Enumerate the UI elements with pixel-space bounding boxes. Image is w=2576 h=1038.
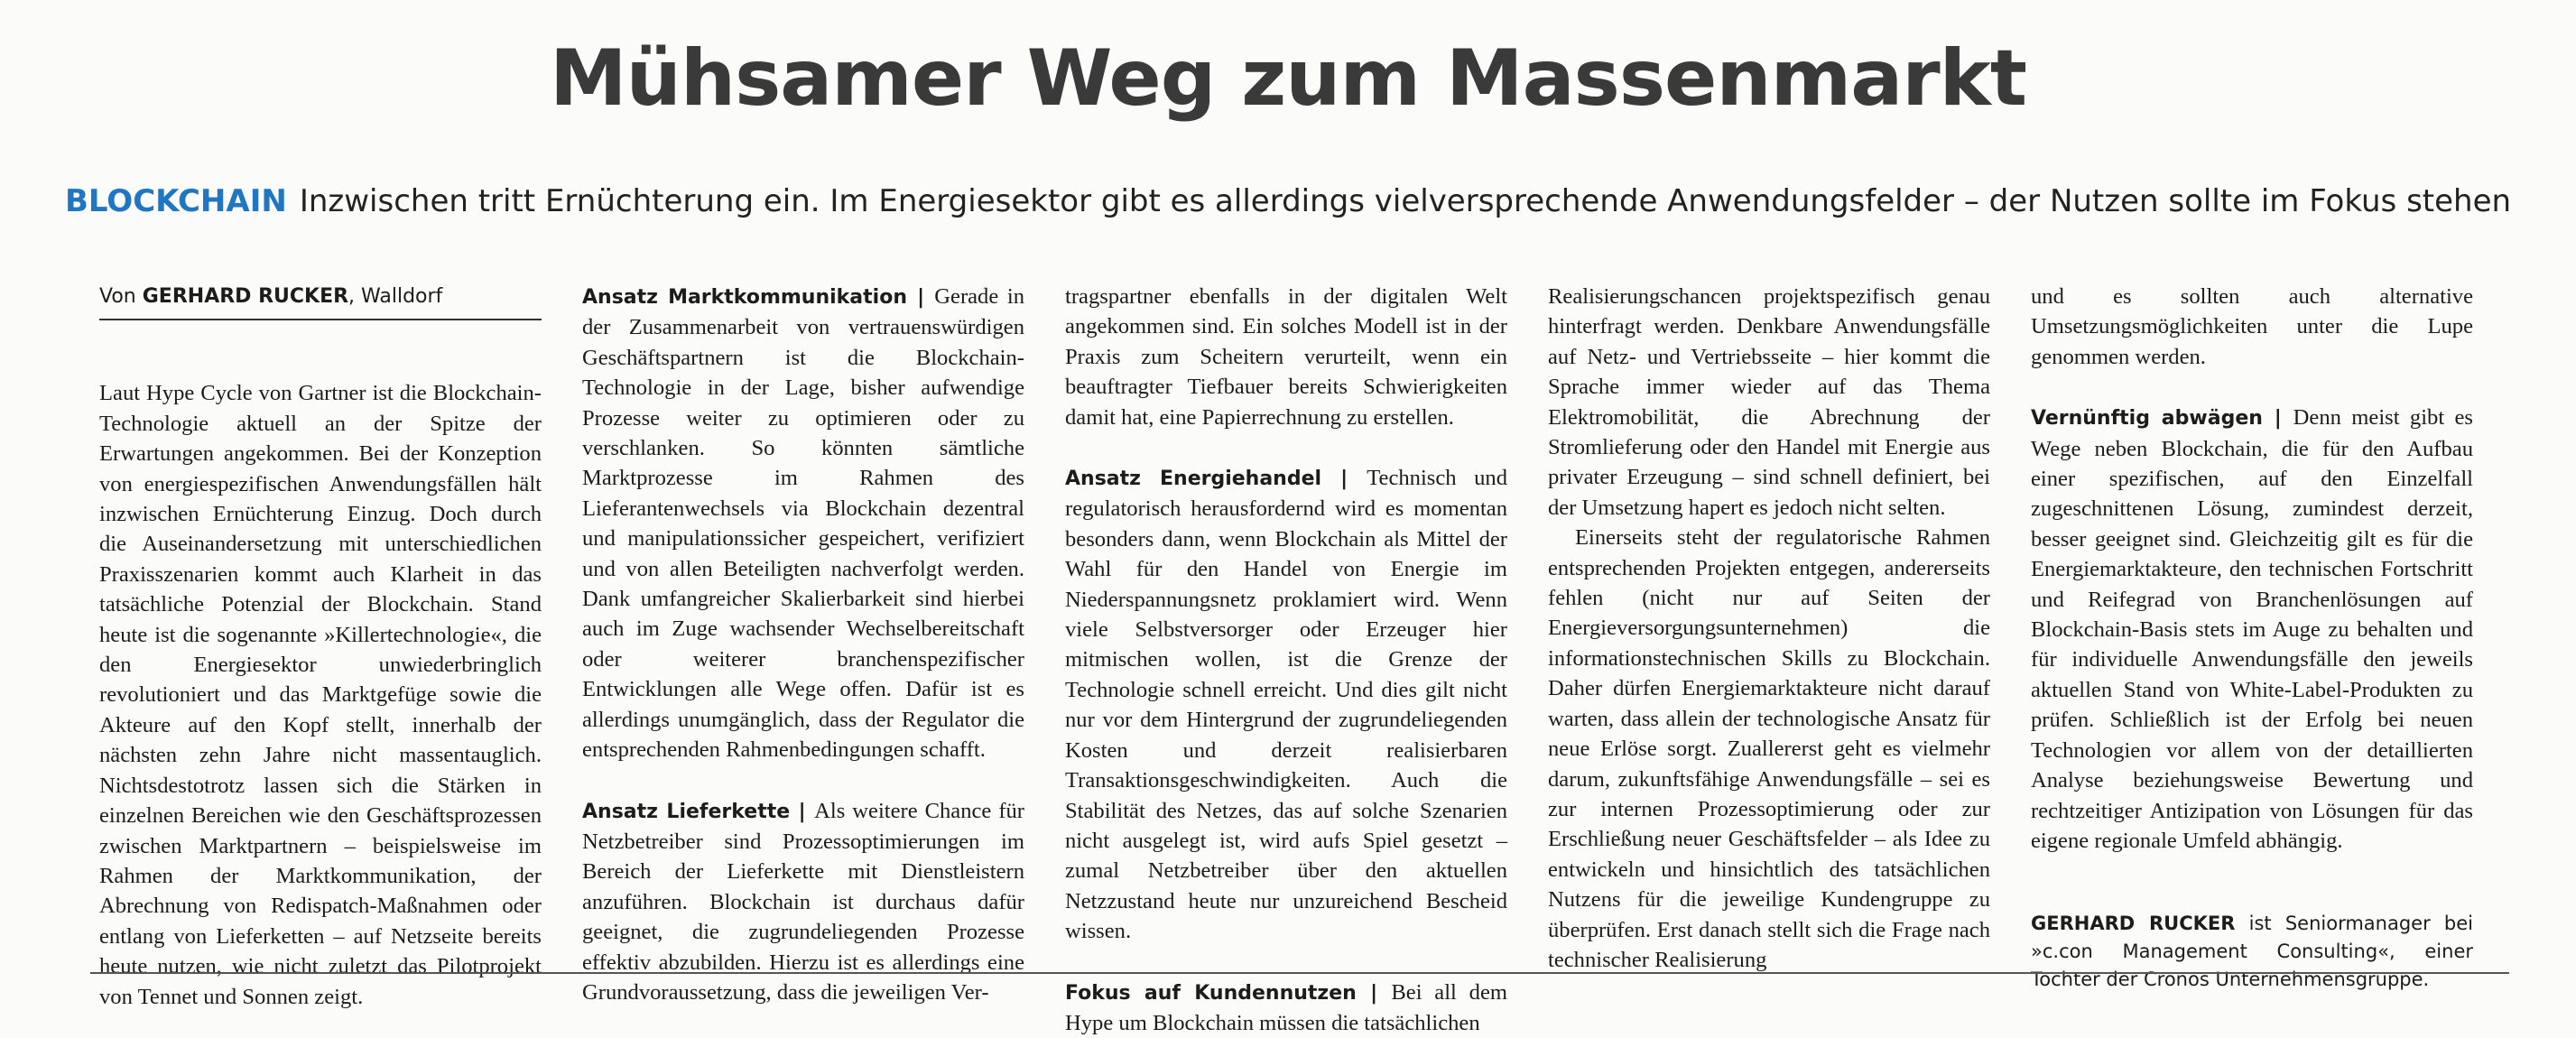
paragraph-text: Bei all dem Hype um Blockchain müssen die tatsächlichen [1065, 979, 1507, 1035]
section-lead: Ansatz Marktkommunikation | [582, 286, 934, 309]
paragraph-text: Gerade in der Zusammenarbeit von vertrauenswürdigen Geschäftspartnern ist die Blockchain-Technologie in der Lage, bisher aufwendige Prozesse weiter zu optimieren oder zu verschlanken. So könnten sämtliche Marktprozesse im Rahmen des Lieferantenwechsels via Blockchain dezentral und manipulationssicher gespeichert, verifiziert und von allen Beteiligten nachverfolgt werden. Dank umfangreicher Skalierbarkeit sind hierbei auch im Zuge wachsender Wechselbereitschaft oder weiterer branchenspezifischer Entwicklungen alle Wege offen. Dafür ist es allerdings unumgänglich, dass der Regulator die entsprechenden Rahmenbedingungen schafft. [582, 284, 1024, 763]
column-3 [1065, 282, 1507, 1038]
section-lead: Vernünftig abwägen | [2031, 407, 2293, 430]
paragraph [582, 282, 1024, 765]
paragraph: tragspartner ebenfalls in der digitalen Welt angekommen sind. Ein solches Modell ist in der Praxis zum Scheitern verurteilt, wenn ein beauftragter Tiefbauer bereits Schwierigkeiten damit hat, eine Papierrechnung zu erstellen. [1065, 284, 1507, 430]
paragraph-text: Technisch und regulatorisch herausfordernd wird es momentan besonders dann, wenn Blockchain als Mittel der Wahl für den Handel von Energie im Niederspannungsnetz proklamiert wird. Wenn viele Selbstversorger oder Erzeuger hier mitmischen wollen, ist die Grenze der Technologie schnell erreicht. Und dies gilt nicht nur vor dem Hintergrund der zugrundeliegenden Kosten und derzeit realisierbaren Transaktionsgeschwindigkeiten. Auch die Stabilität des Netzes, das auf solche Szenarien nicht ausgelegt ist, wird aufs Spiel gesetzt – zumal Netzbetreiber über den aktuellen Netzzustand heute nur unzureichend Bescheid wissen. [1065, 466, 1507, 944]
column-1 [99, 282, 542, 1012]
paragraph: Realisierungschancen projektspezifisch genau hinterfragt werden. Denkbare Anwendungsfälle auf Netz- und Vertriebsseite – hier kommt die Sprache immer wieder auf das Thema Elektromobilität, die Abrechnung der Stromlieferung oder den Handel mit Energie aus privater Erzeugung – sind schnell definiert, bei der Umsetzung hapert es jedoch nicht selten. [1548, 284, 1990, 520]
column-2 [582, 282, 1024, 1007]
byline-author: GERHARD RUCKER [142, 285, 349, 308]
bottom-rule [90, 972, 2509, 974]
byline-place: , Walldorf [348, 285, 443, 308]
section-lead: Ansatz Lieferkette | [582, 801, 814, 823]
byline [99, 282, 542, 320]
byline-prefix: Von [99, 285, 136, 308]
column-5 [2031, 282, 2473, 994]
paragraph [1065, 463, 1507, 947]
paragraph [582, 796, 1024, 1008]
headline: Mühsamer Weg zum Massenmarkt [550, 33, 2026, 124]
paragraph [2031, 403, 2473, 856]
paragraph: und es sollten auch alternative Umsetzungsmöglichkeiten unter die Lupe genommen werden. [2031, 284, 2473, 369]
author-note-text: ist Seniormanager bei »c.con Management Consulting«, einer Tochter der Cronos Unternehmensgruppe. [2031, 913, 2473, 991]
paragraph [1065, 978, 1507, 1038]
paragraph-text: Als weitere Chance für Netzbetreiber sind Prozessoptimierungen im Bereich der Lieferkette mit Dienstleistern anzuführen. Blockchain ist durchaus dafür geeignet, die zugrundeliegenden Prozesse effektiv abzubilden. Hierzu ist es allerdings eine Grundvoraussetzung, dass die jeweiligen Ver- [582, 798, 1024, 1005]
section-lead: Ansatz Energiehandel | [1065, 468, 1367, 490]
kicker: BLOCKCHAIN [64, 183, 287, 219]
subline-text: Inzwischen tritt Ernüchterung ein. Im Energiesektor gibt es allerdings vielversprechende Anwendungsfelder – der Nutzen sollte im Fokus stehen [299, 183, 2512, 219]
subline [0, 181, 2576, 222]
paragraph: Einerseits steht der regulatorische Rahmen entsprechenden Projekten entgegen, andererseits fehlen (nicht nur auf Seiten der Energieversorgungsunternehmen) die informationstechnischen Skills zu Blockchain. Daher dürfen Energiemarktakteure nicht darauf warten, dass allein der technologische Ansatz für neue Erlöse sorgt. Zuallererst geht es vielmehr darum, zukunftsfähige Anwendungsfälle – sei es zur internen Prozessoptimierung oder zur Erschließung neuer Geschäftsfelder – als Idee zu entwickeln und hinsichtlich des tatsächlichen Nutzens für die jeweilige Kundengruppe zu überprüfen. Erst danach stellt sich die Frage nach technischer Realisierung [1548, 525, 1990, 972]
paragraph: Laut Hype Cycle von Gartner ist die Blockchain-Technologie aktuell an der Spitze der Erwartungen angekommen. Bei der Konzeption von energiespezifischen Anwendungsfällen hält inzwischen Ernüchterung Einzug. Doch durch die Auseinandersetzung mit unterschiedlichen Praxisszenarien kommt auch Klarheit in das tatsächliche Potenzial der Blockchain. Stand heute ist die sogenannte »Killertechnologie«, die den Energiesektor unwiederbringlich revolutioniert und das Marktgefüge sowie die Akteure auf den Kopf stellt, innerhalb der nächsten zehn Jahre nicht massentauglich. Nichtsdestotrotz lassen sich die Stärken in einzelnen Bereichen wie den Geschäftsprozessen zwischen Marktpartnern – beispielsweise im Rahmen der Marktkommunikation, der Abrechnung von Redispatch-Maßnahmen oder entlang von Lieferketten – auf Netzseite bereits heute nutzen, wie nicht zuletzt das Pilotprojekt von Tennet und Sonnen zeigt. [99, 381, 542, 1009]
column-4 [1548, 282, 1990, 975]
paragraph-text: Denn meist gibt es Wege neben Blockchain, die für den Aufbau einer spezifischen, auf den Einzelfall zugeschnittenen Lösung, zumindest derzeit, besser geeignet sind. Gleichzeitig gilt es für die Energiemarktakteure, den technischen Fortschritt und Reifegrad von Branchenlösungen auf Blockchain-Basis stets im Auge zu behalten und für individuelle Anwendungsfälle den jeweils aktuellen Stand von White-Label-Produkten zu prüfen. Schließlich ist der Erfolg bei neuen Technologien vor allem von der detaillierten Analyse beziehungsweise Bewertung und rechtzeitiger Antizipation von Lösungen für das eigene regionale Umfeld abhängig. [2031, 405, 2473, 853]
author-note-name: GERHARD RUCKER [2031, 913, 2236, 935]
section-lead: Fokus auf Kundennutzen | [1065, 982, 1391, 1005]
author-note [2031, 910, 2473, 994]
